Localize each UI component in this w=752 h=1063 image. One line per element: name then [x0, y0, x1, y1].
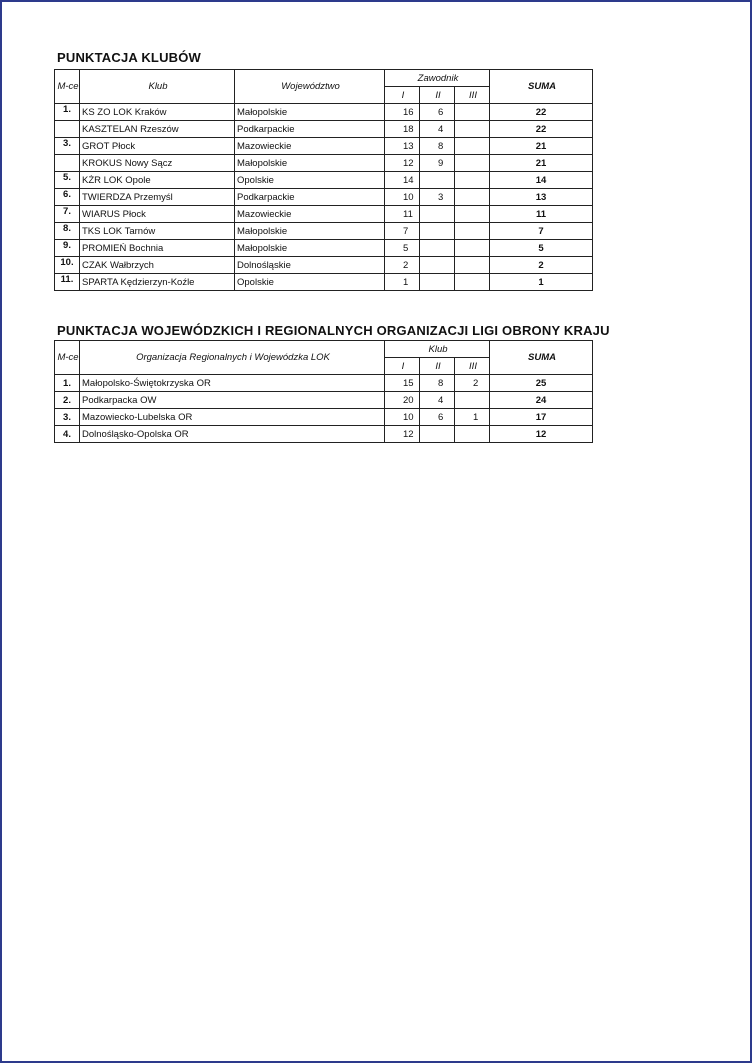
score-ii-cell — [420, 257, 455, 274]
club-cell: KROKUS Nowy Sącz — [80, 155, 235, 172]
table-row — [55, 375, 593, 392]
score-ii-cell: 8 — [420, 375, 455, 392]
score-i-cell: 11 — [385, 206, 420, 223]
club-cell: KASZTELAN Rzeszów — [80, 121, 235, 138]
table-row — [55, 206, 593, 223]
header-place: M-ce — [55, 341, 80, 375]
table-row — [55, 223, 593, 240]
table-row — [55, 155, 593, 172]
score-ii-cell — [420, 206, 455, 223]
sum-cell: 22 — [490, 121, 593, 138]
score-i-cell: 15 — [385, 375, 420, 392]
header-i: I — [385, 87, 420, 104]
club-cell: KŻR LOK Opole — [80, 172, 235, 189]
score-ii-cell — [420, 172, 455, 189]
place-cell: 3. — [55, 138, 80, 155]
place-cell: 2. — [55, 392, 80, 409]
place-cell: 9. — [55, 240, 80, 257]
region-cell: Opolskie — [235, 172, 385, 189]
place-cell: 3. — [55, 409, 80, 426]
place-cell — [55, 121, 80, 138]
sum-cell: 12 — [490, 426, 593, 443]
region-cell: Mazowieckie — [235, 206, 385, 223]
club-cell: GROT Płock — [80, 138, 235, 155]
header-region: Województwo — [235, 70, 385, 104]
score-i-cell: 10 — [385, 409, 420, 426]
table-row — [55, 138, 593, 155]
header-sum: SUMA — [490, 70, 593, 104]
place-cell — [55, 155, 80, 172]
sum-cell: 22 — [490, 104, 593, 121]
score-iii-cell: 1 — [455, 409, 490, 426]
score-ii-cell: 4 — [420, 121, 455, 138]
header-iii: III — [455, 358, 490, 375]
region-cell: Małopolskie — [235, 240, 385, 257]
place-cell: 10. — [55, 257, 80, 274]
score-i-cell: 10 — [385, 189, 420, 206]
score-i-cell: 18 — [385, 121, 420, 138]
clubs-header-row — [55, 70, 593, 87]
place-cell: 7. — [55, 206, 80, 223]
table-row — [55, 392, 593, 409]
club-cell: TKS LOK Tarnów — [80, 223, 235, 240]
club-cell: KS ZO LOK Kraków — [80, 104, 235, 121]
place-cell: 5. — [55, 172, 80, 189]
region-cell: Małopolskie — [235, 223, 385, 240]
score-iii-cell — [455, 189, 490, 206]
table-row — [55, 172, 593, 189]
sum-cell: 14 — [490, 172, 593, 189]
score-i-cell: 12 — [385, 155, 420, 172]
sum-cell: 21 — [490, 138, 593, 155]
sum-cell: 13 — [490, 189, 593, 206]
org-cell: Małopolsko-Świętokrzyska OR — [80, 375, 385, 392]
score-i-cell: 14 — [385, 172, 420, 189]
score-iii-cell — [455, 155, 490, 172]
table-row — [55, 104, 593, 121]
score-i-cell: 16 — [385, 104, 420, 121]
score-iii-cell — [455, 121, 490, 138]
table-row — [55, 189, 593, 206]
clubs-title: PUNKTACJA KLUBÓW — [57, 50, 202, 65]
region-cell: Mazowieckie — [235, 138, 385, 155]
table-row — [55, 240, 593, 257]
place-cell: 8. — [55, 223, 80, 240]
region-cell: Małopolskie — [235, 155, 385, 172]
region-cell: Opolskie — [235, 274, 385, 291]
place-cell: 4. — [55, 426, 80, 443]
header-iii: III — [455, 87, 490, 104]
header-sum: SUMA — [490, 341, 593, 375]
score-ii-cell: 8 — [420, 138, 455, 155]
score-iii-cell — [455, 426, 490, 443]
table-row — [55, 257, 593, 274]
sum-cell: 21 — [490, 155, 593, 172]
score-ii-cell: 6 — [420, 104, 455, 121]
score-i-cell: 1 — [385, 274, 420, 291]
sum-cell: 25 — [490, 375, 593, 392]
header-club: Klub — [80, 70, 235, 104]
sum-cell: 7 — [490, 223, 593, 240]
sum-cell: 24 — [490, 392, 593, 409]
orgs-title: PUNKTACJA WOJEWÓDZKICH I REGIONALNYCH ORGANIZACJI LIGI OBRONY KRAJU — [57, 323, 610, 338]
score-iii-cell — [455, 172, 490, 189]
header-group: Klub — [385, 341, 490, 358]
table-row — [55, 426, 593, 443]
sum-cell: 1 — [490, 274, 593, 291]
score-ii-cell: 6 — [420, 409, 455, 426]
place-cell: 6. — [55, 189, 80, 206]
score-ii-cell: 4 — [420, 392, 455, 409]
score-iii-cell — [455, 138, 490, 155]
region-cell: Dolnośląskie — [235, 257, 385, 274]
orgs-table — [54, 340, 593, 443]
region-cell: Podkarpackie — [235, 121, 385, 138]
clubs-table — [54, 69, 593, 291]
score-iii-cell — [455, 104, 490, 121]
orgs-header-row — [55, 341, 593, 358]
score-ii-cell — [420, 274, 455, 291]
sum-cell: 2 — [490, 257, 593, 274]
header-org: Organizacja Regionalnych i Wojewódzka LOK — [80, 341, 385, 375]
score-ii-cell — [420, 223, 455, 240]
header-group: Zawodnik — [385, 70, 490, 87]
club-cell: PROMIEŃ Bochnia — [80, 240, 235, 257]
region-cell: Małopolskie — [235, 104, 385, 121]
score-i-cell: 2 — [385, 257, 420, 274]
score-ii-cell — [420, 426, 455, 443]
region-cell: Podkarpackie — [235, 189, 385, 206]
score-iii-cell — [455, 274, 490, 291]
score-iii-cell — [455, 257, 490, 274]
header-ii: II — [420, 358, 455, 375]
org-cell: Podkarpacka OW — [80, 392, 385, 409]
table-row — [55, 409, 593, 426]
header-ii: II — [420, 87, 455, 104]
sum-cell: 11 — [490, 206, 593, 223]
score-i-cell: 7 — [385, 223, 420, 240]
place-cell: 1. — [55, 104, 80, 121]
score-iii-cell — [455, 240, 490, 257]
club-cell: WIARUS Płock — [80, 206, 235, 223]
score-ii-cell: 3 — [420, 189, 455, 206]
score-iii-cell — [455, 392, 490, 409]
score-iii-cell: 2 — [455, 375, 490, 392]
sum-cell: 5 — [490, 240, 593, 257]
place-cell: 11. — [55, 274, 80, 291]
org-cell: Dolnośląsko-Opolska OR — [80, 426, 385, 443]
table-row — [55, 121, 593, 138]
score-iii-cell — [455, 223, 490, 240]
club-cell: CZAK Wałbrzych — [80, 257, 235, 274]
score-i-cell: 13 — [385, 138, 420, 155]
score-i-cell: 20 — [385, 392, 420, 409]
place-cell: 1. — [55, 375, 80, 392]
score-ii-cell — [420, 240, 455, 257]
score-ii-cell: 9 — [420, 155, 455, 172]
club-cell: TWIERDZA Przemyśl — [80, 189, 235, 206]
sum-cell: 17 — [490, 409, 593, 426]
score-i-cell: 12 — [385, 426, 420, 443]
score-i-cell: 5 — [385, 240, 420, 257]
table-row — [55, 274, 593, 291]
score-iii-cell — [455, 206, 490, 223]
org-cell: Mazowiecko-Lubelska OR — [80, 409, 385, 426]
header-i: I — [385, 358, 420, 375]
club-cell: SPARTA Kędzierzyn-Koźle — [80, 274, 235, 291]
header-place: M-ce — [55, 70, 80, 104]
